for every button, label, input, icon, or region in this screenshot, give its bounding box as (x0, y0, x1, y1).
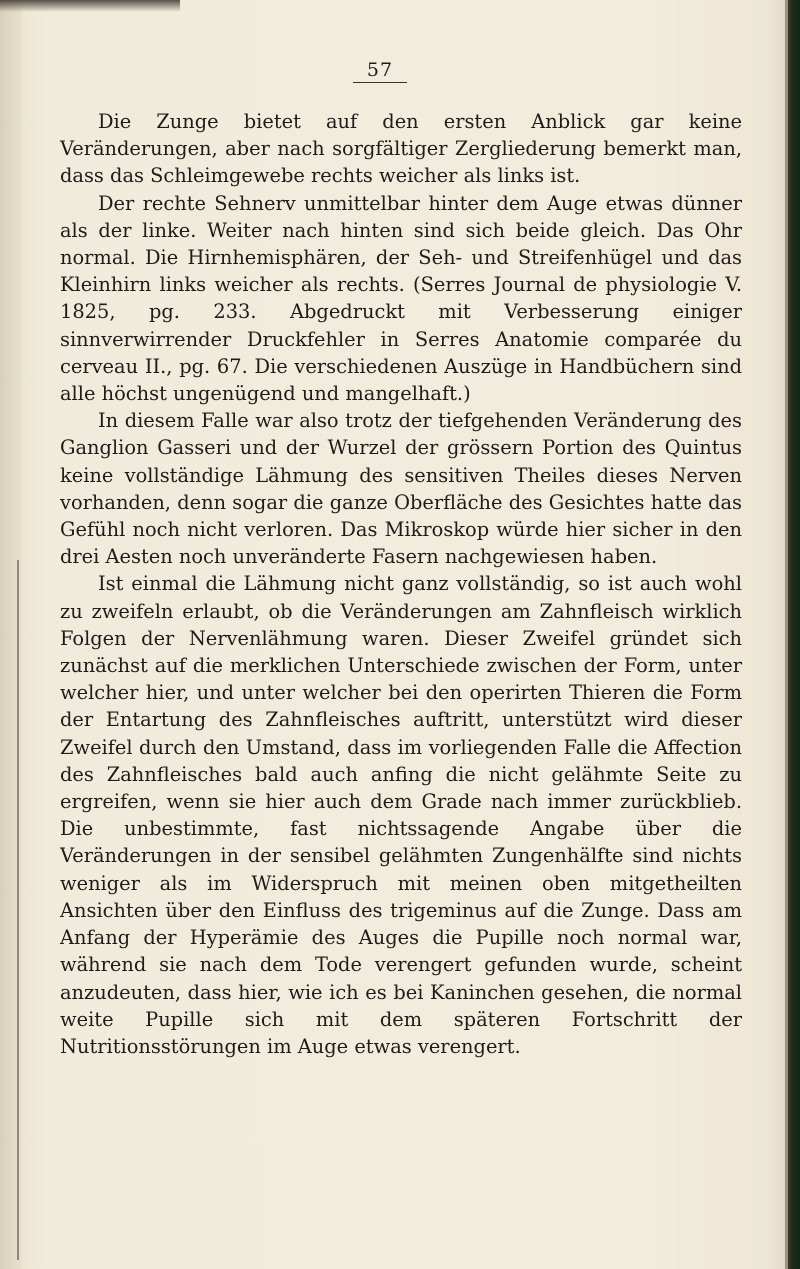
page-edge-line (17, 560, 19, 1260)
page-number-label: 57 (353, 59, 407, 83)
body-text (60, 108, 742, 1060)
book-spine-edge (788, 0, 800, 1269)
paragraph-2: Der rechte Sehnerv unmittelbar hinter dem Auge etwas dünner als der linke. Weiter nach hinten sind sich beide gleich. Das Ohr normal. Die Hirnhemisphären, der Seh- und Streifenhügel und das Kleinhirn links weicher als rechts. (Serres Journal de physiologie V. 1825, pg. 233. Abgedruckt mit Verbesserung einiger sinnverwirrender Druckfehler in Serres Anatomie comparée du cerveau II., pg. 67. Die verschiedenen Auszüge in Handbüchern sind alle höchst ungenügend und mangelhaft.) (60, 191, 742, 406)
paragraph-1: Die Zunge bietet auf den ersten Anblick gar keine Veränderungen, aber nach sorgfältiger Zergliederung bemerkt man, dass das Schleimgewebe rechts weicher als links ist. (60, 110, 742, 188)
paragraph-4: Ist einmal die Lähmung nicht ganz vollständig, so ist auch wohl zu zweifeln erlaubt, ob die Veränderungen am Zahnfleisch wirklich Folgen der Nervenlähmung waren. Dieser Zweifel gründet sich zunächst auf die merklichen Unterschiede zwischen der Form, unter welcher hier, und unter welcher bei den operirten Thieren die Form der Entartung des Zahnfleisches auftritt, unterstützt wird dieser Zweifel durch den Umstand, dass im vorliegenden Falle die Affection des Zahnfleisches bald auch anfing die nicht gelähmte Seite zu ergreifen, wenn sie hier auch dem Grade nach immer zurückblieb. Die unbestimmte, fast nichtssagende Angabe über die Veränderungen in der sensibel gelähmten Zungenhälfte sind nichts weniger als im Widerspruch mit meinen oben mitgetheilten Ansichten über den Einfluss des trigeminus auf die Zunge. Dass am Anfang der Hyperämie des Auges die Pupille noch normal war, während sie nach dem Tode verengert gefunden wurde, scheint anzudeuten, dass hier, wie ich es bei Kaninchen gesehen, die normal weite Pupille sich mit dem späteren Fortschritt der Nutritionsstörungen im Auge etwas verengert. (60, 572, 742, 1058)
page-number (0, 59, 800, 83)
scan-shadow (0, 0, 180, 12)
paragraph-3: In diesem Falle war also trotz der tiefgehenden Veränderung des Ganglion Gasseri und der Wurzel der grössern Portion des Quintus keine vollständige Lähmung des sensitiven Theiles dieses Nerven vorhanden, denn sogar die ganze Oberfläche des Gesichtes hatte das Gefühl noch nicht verloren. Das Mikroskop würde hier sicher in den drei Aesten noch unveränderte Fasern nachgewiesen haben. (60, 409, 742, 569)
